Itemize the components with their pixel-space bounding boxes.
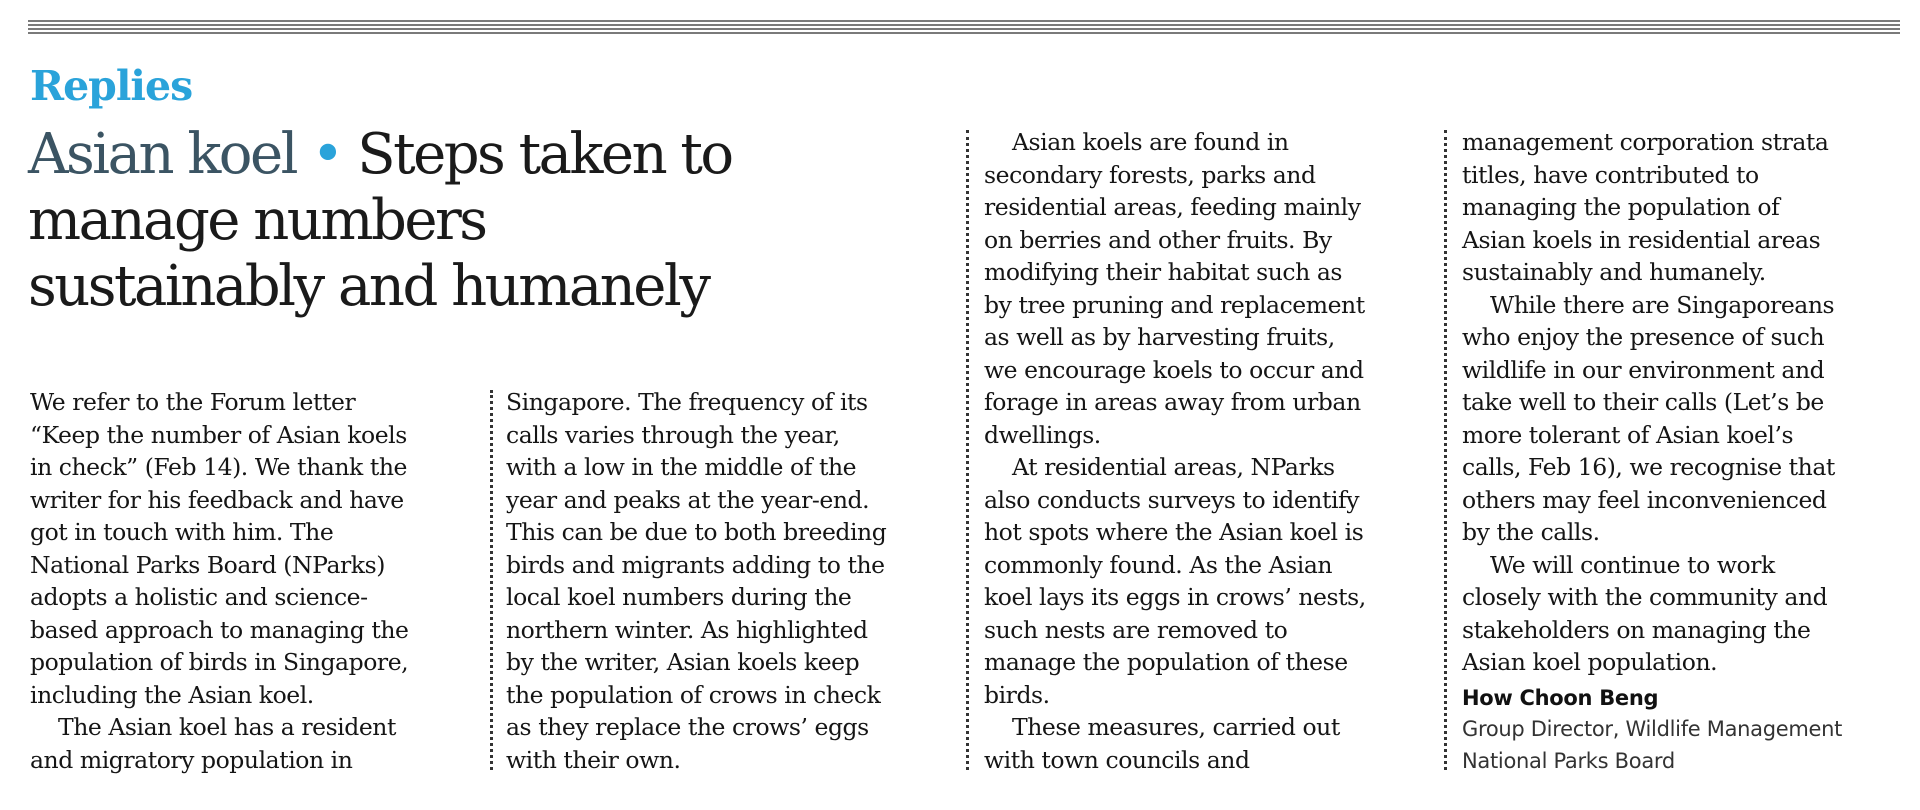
paragraph: We will continue to work closely with the community and stakeholders on managing the Asian koel population. <box>1462 550 1828 676</box>
author-title: Group Director, Wildlife Management <box>1462 717 1843 741</box>
paragraph: At residential areas, NParks also conducts surveys to identify hot spots where the Asian koel is commonly found. As the Asian koel lays its eggs in crows’ nests, such nests are removed to manage the population of these birds. <box>984 453 1366 709</box>
paragraph: The Asian koel has a resident and migratory population in <box>30 713 396 774</box>
paragraph: While there are Singaporeans who enjoy the presence of such wildlife in our environment and take well to their calls (Let’s be more tolerant of Asian koel’s calls, Feb 16), we recognise that others may feel inconvenienced by the calls. <box>1462 290 1835 546</box>
section-kicker: Replies <box>30 62 193 110</box>
article-column-1 <box>30 386 470 776</box>
paragraph: Asian koels are found in secondary forests, parks and residential areas, feeding mainly on berries and other fruits. By modifying their habitat such as by tree pruning and replacement as well as by harvesting fruits, we encourage koels to occur and forage in areas away from urban dwellings. <box>984 128 1365 449</box>
article-column-2 <box>506 386 951 776</box>
article-column-4 <box>1462 126 1897 679</box>
paragraph: These measures, carried out with town councils and <box>984 713 1340 774</box>
column-divider <box>1444 130 1447 770</box>
column-divider <box>490 390 493 770</box>
author-organization: National Parks Board <box>1462 749 1675 773</box>
masthead-rule <box>28 20 1900 34</box>
paragraph: Singapore. The frequency of its calls varies through the year, with a low in the middle of the year and peaks at the year-end. This can be due to both breeding birds and migrants adding to the local koel numbers during the northern winter. As highlighted by the writer, Asian koels keep the population of crows in check as they replace the crows’ eggs with their own. <box>506 388 887 774</box>
headline-topic: Asian koel <box>28 122 297 187</box>
author-byline <box>1462 683 1902 777</box>
headline-bullet-separator: • <box>311 122 342 187</box>
paragraph: management corporation strata titles, have contributed to managing the population of Asian koels in residential areas sustainably and humanely. <box>1462 128 1829 286</box>
article-headline <box>28 122 788 320</box>
paragraph: We refer to the Forum letter “Keep the number of Asian koels in check” (Feb 14). We thank the writer for his feedback and have got in touch with him. The National Parks Board (NParks) adopts a holistic and science- based approach to managing the population of birds in Singapore, including the Asian koel. <box>30 388 409 709</box>
article-column-3 <box>984 126 1429 776</box>
headline-title: Steps taken to manage numbers sustainably and humanely <box>28 122 732 319</box>
column-divider <box>966 130 969 770</box>
author-name: How Choon Beng <box>1462 686 1659 710</box>
